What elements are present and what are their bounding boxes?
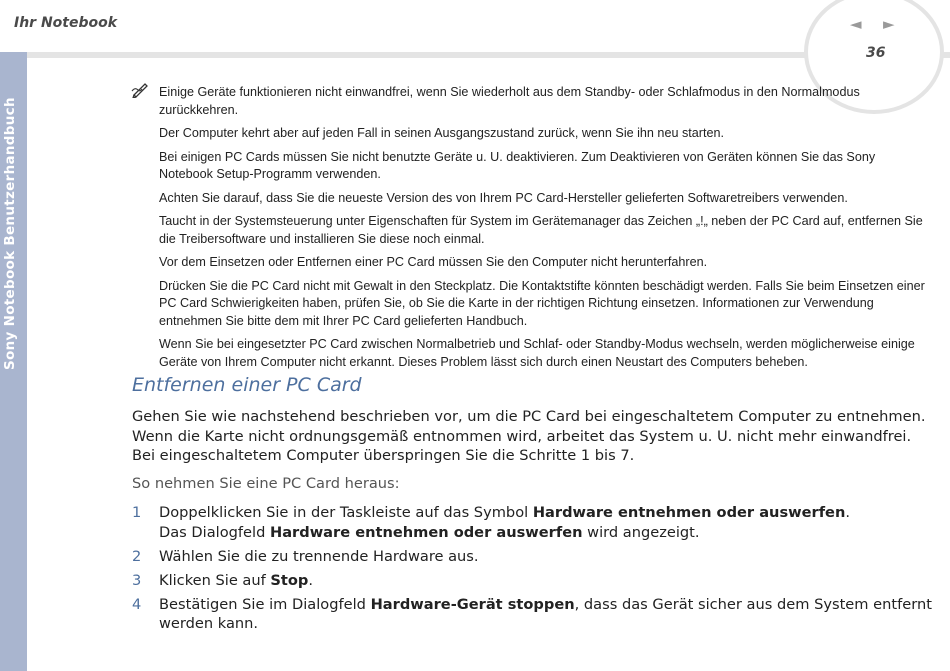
page-number: 36 (866, 45, 886, 61)
step-item (132, 503, 932, 542)
note-paragraph: Einige Geräte funktionieren nicht einwandfrei, wenn Sie wiederholt aus dem Standby- oder Schlafmodus in den Normalmodus zurückkehren. (159, 85, 860, 117)
step-item (132, 547, 932, 567)
note-paragraph: Taucht in der Systemsteuerung unter Eigenschaften für System im Gerätemanager das Zeichen „!„ neben der PC Card auf, entfernen Sie die Treibersoftware und installieren Sie diese noch einmal. (159, 214, 923, 246)
procedure-title: So nehmen Sie eine PC Card heraus: (132, 475, 400, 492)
step-bold-term: Hardware entnehmen oder auswerfen (532, 504, 846, 521)
step-number: 4 (132, 595, 142, 613)
section-title: Entfernen einer PC Card (132, 374, 362, 396)
step-bold-term: Stop (270, 571, 309, 589)
sidebar (0, 52, 27, 671)
step-text: Doppelklicken Sie in der Taskleiste auf das Symbol (159, 504, 533, 521)
step-text: . (308, 571, 314, 589)
section-intro: Gehen Sie wie nachstehend beschrieben vor, um die PC Card bei eingeschaltetem Computer zu entnehmen. Wenn die Karte nicht ordnungsgemäß entnommen wird, arbeitet das System u. U. nicht mehr einwandfrei. Bei eingeschaltetem Computer überspringen Sie die Schritte 1 bis 7. (132, 408, 926, 464)
pencil-note-icon (131, 80, 151, 98)
note-paragraph: Bei einigen PC Cards müssen Sie nicht benutzte Geräte u. U. deaktivieren. Zum Deaktivieren von Geräten können Sie das Sony Notebook Setup-Programm verwenden. (159, 149, 876, 181)
step-text: Bestätigen Sie im Dialogfeld (159, 595, 371, 613)
header-section-label: Ihr Notebook (14, 15, 118, 31)
step-text: Das Dialogfeld (159, 523, 270, 541)
sidebar-title: Sony Notebook Benutzerhandbuch (2, 97, 18, 370)
note-paragraph: Wenn Sie bei eingesetzter PC Card zwischen Normalbetrieb und Schlaf- oder Standby-Modus wechseln, werden möglicherweise einige Geräte von Ihrem Computer nicht erkannt. Dieses Problem lässt sich durch einen Neustart des Computers beheben. (159, 337, 915, 369)
step-number: 1 (132, 504, 142, 521)
previous-page-icon[interactable]: ◄ (850, 15, 862, 33)
step-text: , dass das Gerät sicher aus dem System entfernt werden kann. (159, 595, 932, 632)
step-item (132, 595, 932, 634)
step-text: wird angezeigt. (582, 523, 700, 541)
note-paragraph: Drücken Sie die PC Card nicht mit Gewalt in den Steckplatz. Die Kontaktstifte könnten beschädigt werden. Falls Sie beim Einsetzen einer PC Card Schwierigkeiten haben, prüfen Sie, ob Sie die Karte in der richtigen Richtung einsetzen. Informationen zur Verwendung entnehmen Sie bitte dem mit Ihrer PC Card gelieferten Handbuch. (159, 278, 925, 328)
note-paragraph: Vor dem Einsetzen oder Entfernen einer PC Card müssen Sie den Computer nicht herunterfahren. (159, 255, 708, 269)
note-paragraph: Der Computer kehrt aber auf jeden Fall in seinen Ausgangszustand zurück, wenn Sie ihn neu starten. (159, 126, 724, 140)
step-number: 2 (132, 547, 142, 565)
step-text: . (845, 504, 850, 521)
step-line (159, 523, 932, 543)
note-paragraph: Achten Sie darauf, dass Sie die neueste Version des von Ihrem PC Card-Hersteller gelieferten Softwaretreibers verwenden. (159, 190, 848, 205)
step-text: Klicken Sie auf (159, 571, 271, 589)
note-block (159, 84, 929, 377)
steps-list (132, 503, 932, 638)
next-page-icon[interactable]: ► (883, 15, 895, 33)
step-number: 3 (132, 571, 142, 589)
step-line (159, 503, 932, 523)
step-item (132, 571, 932, 591)
step-bold-term: Hardware entnehmen oder auswerfen (269, 523, 583, 541)
step-text: Wählen Sie die zu trennende Hardware aus. (159, 547, 479, 565)
step-bold-term: Hardware-Gerät stoppen (370, 595, 575, 613)
